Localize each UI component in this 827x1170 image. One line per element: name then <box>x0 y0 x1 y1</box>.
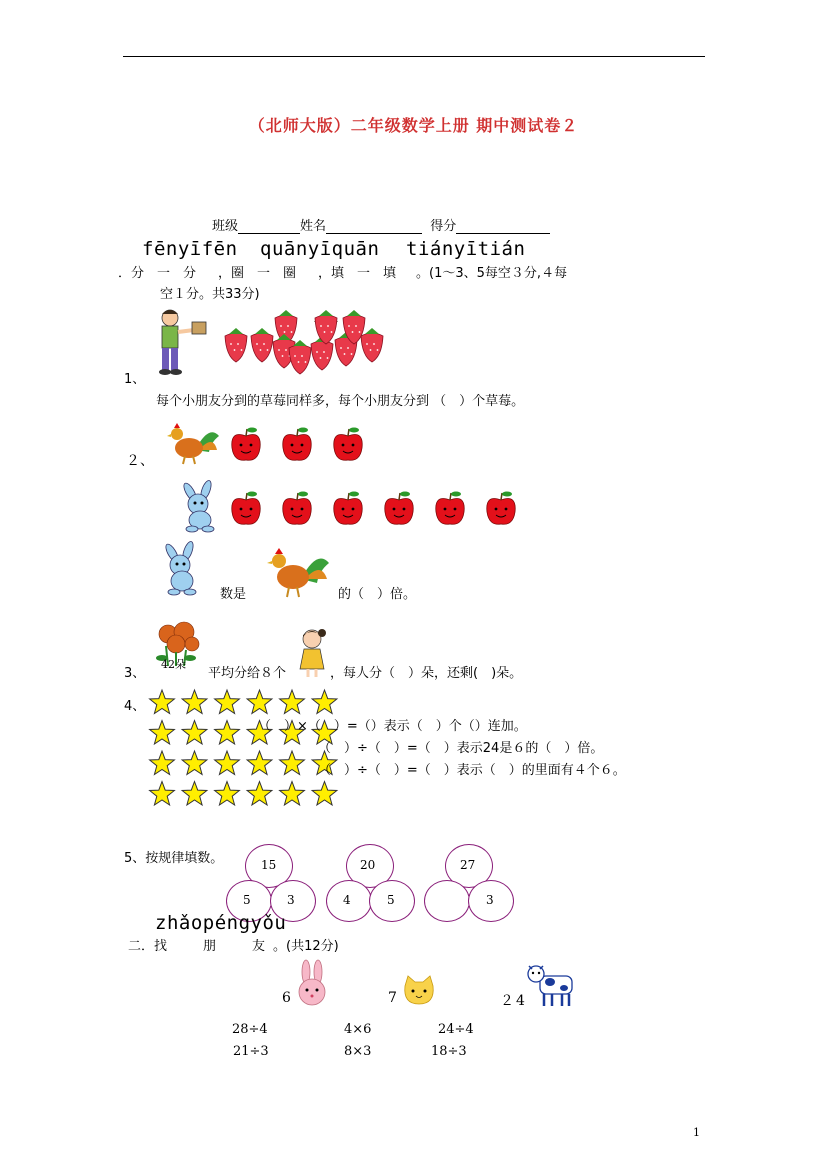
rabbit-icon <box>158 543 206 595</box>
q5-num-left-2: 4 <box>343 893 351 907</box>
star-icon <box>247 751 272 775</box>
q5-num-top-3: 27 <box>460 858 476 872</box>
animal-number-2: 7 <box>388 990 397 1006</box>
strawberry-icon <box>251 328 273 362</box>
page-title: （北师大版）二年级数学上册 期中测试卷２ <box>248 116 579 135</box>
q4-line-2: （ ）÷（ ）=（ ）表示24是６的（ ）倍。 <box>318 741 604 756</box>
star-icon <box>150 721 175 745</box>
strawberries-group <box>222 310 382 380</box>
star-icon <box>215 751 240 775</box>
star-icon <box>215 690 240 714</box>
star-icon <box>312 690 337 714</box>
pinyin-zhaopengyou: zhǎopéngyǒu <box>155 912 287 934</box>
cat-icon <box>402 976 436 1006</box>
star-icon <box>312 782 337 806</box>
animal-number-3: ２4 <box>500 993 527 1009</box>
section1-part2: ，圈 一 圈 <box>218 266 297 281</box>
expr-r2-1: 21÷3 <box>233 1044 269 1059</box>
q1-number: 1、 <box>124 372 146 387</box>
q2-number: ２、 <box>126 453 154 469</box>
star-icon <box>150 782 175 806</box>
pinyin-quanyiquan: quānyīquān <box>260 238 380 260</box>
star-icon <box>280 690 305 714</box>
apples-row-1 <box>228 422 378 466</box>
apple-icon <box>232 492 260 525</box>
star-icon <box>182 690 207 714</box>
star-icon <box>247 690 272 714</box>
section2-char-peng: 朋 <box>203 939 217 954</box>
pinyin-fenyifen: fēnyīfēn <box>142 238 238 260</box>
section1-heading <box>118 262 567 281</box>
q5-num-top-2: 20 <box>360 858 376 872</box>
apple-icon <box>436 492 464 525</box>
strawberry-icon <box>225 328 247 362</box>
q4-number: 4、 <box>124 699 146 714</box>
cow-icon <box>526 962 576 1008</box>
star-icon <box>280 751 305 775</box>
apple-icon <box>232 428 260 461</box>
section1-part1: ．分 一 分 <box>118 266 197 281</box>
class-label: 班级 <box>212 219 239 234</box>
expr-r2-3: 18÷3 <box>431 1044 467 1059</box>
q5-circle-left-3[interactable] <box>424 880 470 922</box>
q5-num-left-1: 5 <box>243 893 251 907</box>
expr-r1-1: 28÷4 <box>232 1022 268 1037</box>
apple-icon <box>283 428 311 461</box>
apple-icon <box>334 492 362 525</box>
section2-prefix: 二．找 <box>128 939 168 954</box>
star-icon <box>215 782 240 806</box>
name-label: 姓名 <box>300 219 327 234</box>
section2-heading <box>128 935 339 954</box>
star-icon <box>182 751 207 775</box>
q5-num-right-2: 5 <box>387 893 395 907</box>
expr-r1-3: 24÷4 <box>438 1022 474 1037</box>
q1-text: 每个小朋友分到的草莓同样多，每个小朋友分到 （ ）个草莓。 <box>156 394 525 409</box>
section2-char-you: 友 <box>252 939 266 954</box>
q5-num-top-1: 15 <box>261 858 277 872</box>
star-icon <box>182 782 207 806</box>
girl-icon <box>296 627 330 677</box>
expr-r2-2: 8×3 <box>344 1044 372 1059</box>
stars-grid <box>146 688 346 808</box>
star-icon <box>280 782 305 806</box>
top-rule <box>123 56 705 57</box>
rabbit-icon <box>296 960 328 1008</box>
section2-score: 。(共12分) <box>273 939 339 954</box>
name-blank[interactable] <box>326 218 422 234</box>
q2-de-bei: 的（ ）倍。 <box>338 587 417 602</box>
q2-shu-shi: 数是 <box>220 587 247 602</box>
strawberry-icon <box>315 310 337 344</box>
section1-part3: ，填 一 填 <box>318 266 397 281</box>
score-label: 得分 <box>430 219 457 234</box>
rabbit-icon <box>176 482 224 532</box>
q3-number: 3、 <box>124 666 146 681</box>
q5-label: 5、按规律填数。 <box>124 851 224 866</box>
rooster-icon <box>265 545 331 597</box>
apple-icon <box>334 428 362 461</box>
score-blank[interactable] <box>456 218 550 234</box>
apple-icon <box>385 492 413 525</box>
pinyin-tianyitian: tiányītián <box>406 238 526 260</box>
apple-icon <box>487 492 515 525</box>
student-info-row <box>212 215 550 234</box>
q4-line-1: （ ）×（ ）=（）表示（ ）个（）连加。 <box>258 719 527 734</box>
boy-with-basket-icon <box>148 306 208 378</box>
star-icon <box>247 782 272 806</box>
q5-num-right-3: 3 <box>486 893 494 907</box>
class-blank[interactable] <box>238 218 300 234</box>
rooster-icon <box>165 420 221 464</box>
q3-text-1: 平均分给８个 <box>208 666 287 681</box>
strawberry-icon <box>361 328 383 362</box>
page-number: 1 <box>693 1126 700 1139</box>
animal-number-1: 6 <box>282 990 291 1006</box>
q3-text-2: ，每人分（ ）朵，还剩( )朵。 <box>330 666 523 681</box>
star-icon <box>150 690 175 714</box>
q4-line-3: （ ）÷（ ）=（ ）表示（ ）的里面有４个６。 <box>318 763 626 778</box>
q5-num-right-1: 3 <box>287 893 295 907</box>
expr-r1-2: 4×6 <box>344 1022 372 1037</box>
section1-heading-line2: 空１分。共33分) <box>160 287 260 302</box>
star-icon <box>150 751 175 775</box>
flower-count-label: 42朵 <box>161 658 186 671</box>
section1-score: 。(1～3、5每空３分,４每 <box>416 266 568 281</box>
star-icon <box>182 721 207 745</box>
apple-icon <box>283 492 311 525</box>
apples-row-2 <box>228 486 528 530</box>
star-icon <box>215 721 240 745</box>
